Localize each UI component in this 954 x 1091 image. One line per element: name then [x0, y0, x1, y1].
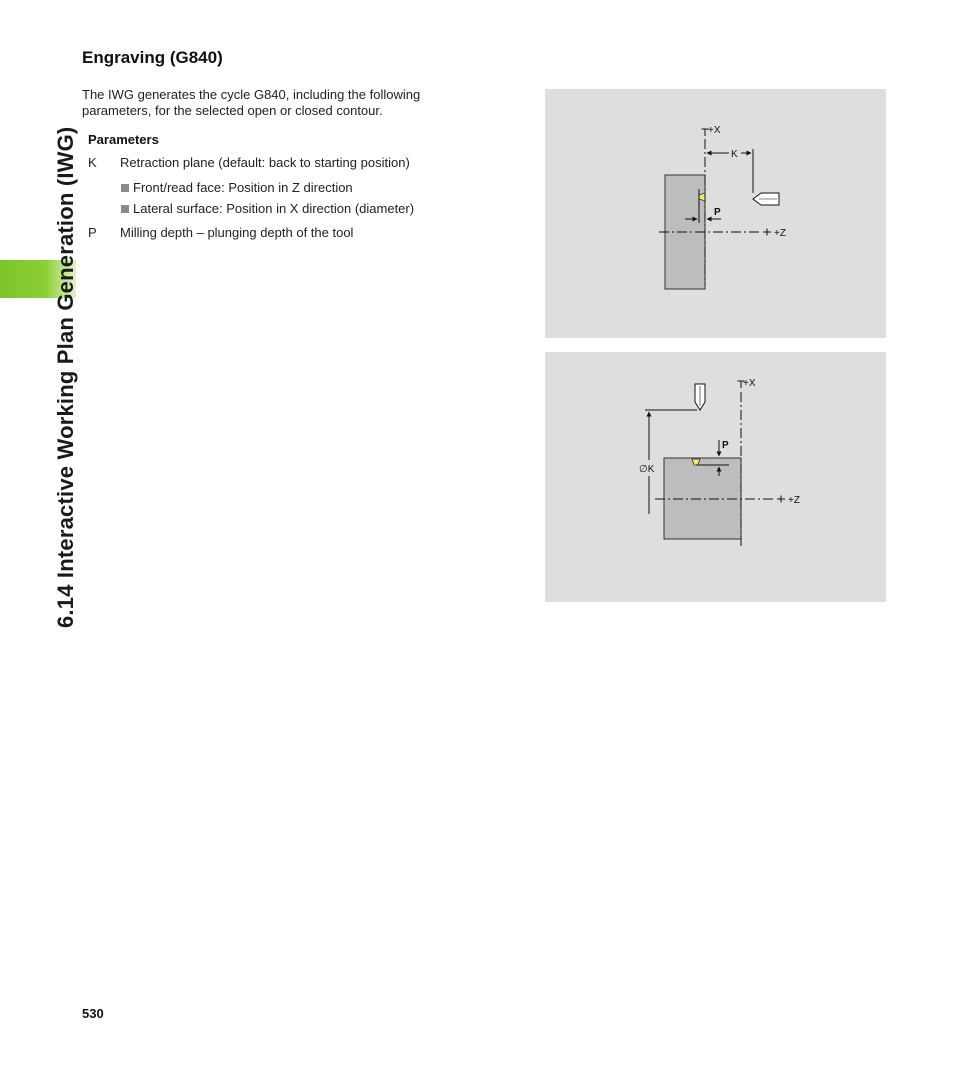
subitem-text: Front/read face: Position in Z direction: [133, 180, 353, 195]
k-dimension-label: ∅K: [639, 464, 655, 475]
section-title: Engraving (G840): [82, 48, 223, 67]
bullet-square-icon: [121, 184, 129, 192]
z-axis-label: +Z: [774, 228, 786, 239]
page-number: 530: [82, 1006, 104, 1021]
figure-lateral-engraving: [545, 352, 886, 602]
intro-paragraph: The IWG generates the cycle G840, including the following parameters, for the selected open or closed contour.: [82, 87, 421, 118]
p-dimension-label: P: [714, 207, 721, 218]
x-axis-label: +X: [708, 125, 721, 136]
subitem-text: Lateral surface: Position in X direction (diameter): [133, 201, 415, 216]
x-axis-label: +X: [743, 378, 756, 389]
p-dimension-label: P: [722, 440, 729, 451]
chapter-title: 6.14 Interactive Working Plan Generation (IWG): [53, 126, 78, 628]
parameter-subitem: [121, 180, 353, 195]
parameter-key: P: [88, 225, 97, 240]
face-engraving-diagram: [545, 89, 886, 338]
parameter-key: K: [88, 155, 97, 170]
parameters-heading: Parameters: [88, 132, 159, 147]
parameter-subitem: [121, 201, 414, 216]
lateral-engraving-diagram: [545, 352, 886, 602]
parameter-description: Milling depth – plunging depth of the tool: [120, 225, 354, 240]
bullet-square-icon: [121, 205, 129, 213]
figure-face-engraving: [545, 89, 886, 338]
k-dimension-label: K: [731, 149, 738, 160]
z-axis-label: +Z: [788, 495, 800, 506]
parameter-description: Retraction plane (default: back to starting position): [120, 155, 410, 170]
